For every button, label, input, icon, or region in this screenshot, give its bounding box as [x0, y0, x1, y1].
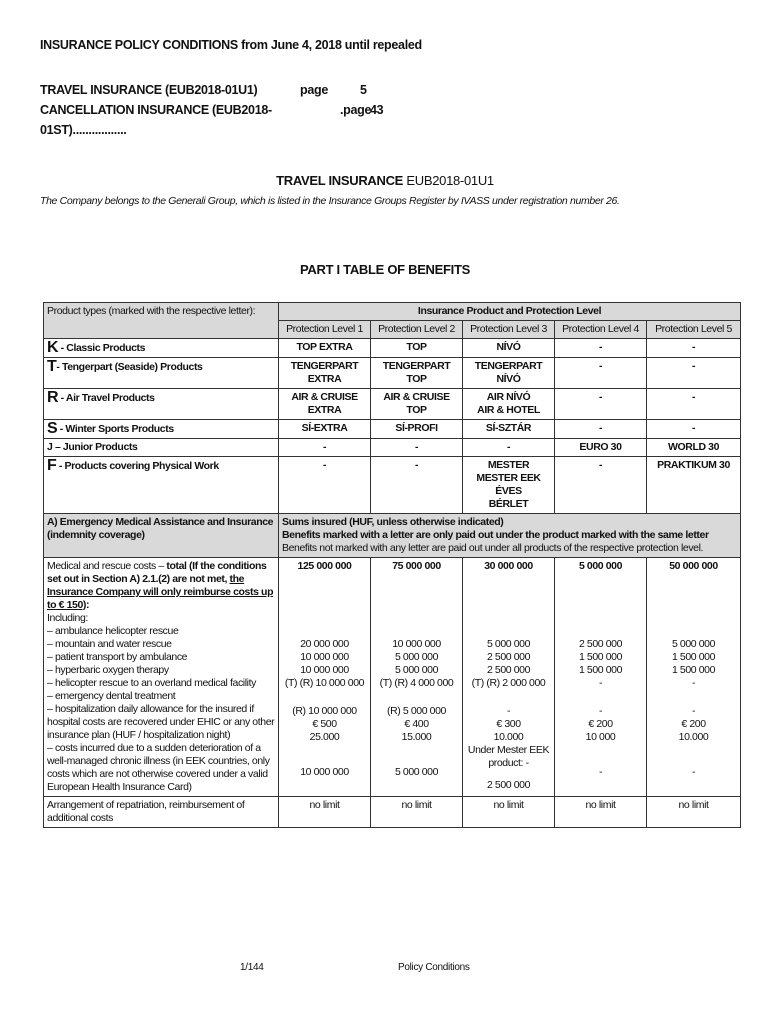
medical-value: 5 000 000 — [394, 664, 439, 676]
medical-value: 15.000 — [401, 731, 432, 743]
product-row — [44, 339, 741, 358]
medical-value: 1 500 000 — [578, 651, 623, 663]
product-type-cell — [44, 389, 279, 420]
medical-value: 75 000 000 — [392, 560, 441, 572]
product-level-cell: - — [279, 457, 371, 514]
medical-item: – costs incurred due to a sudden deterioration of a well-managed chronic illness (in EEK countries, only costs which are not otherwise covered under a valid European Health Insurance Card) — [47, 742, 270, 793]
table-of-contents — [40, 80, 410, 140]
medical-value: (T) (R) 2 000 000 — [471, 677, 546, 689]
medical-value: 1 500 000 — [671, 664, 716, 676]
medical-value: 10 000 000 — [300, 766, 349, 778]
product-level-cell: - — [555, 358, 647, 389]
medical-item: Including: — [47, 612, 88, 624]
medical-value: 1 500 000 — [671, 651, 716, 663]
medical-value: - — [598, 677, 603, 689]
section-title-code: EUB2018-01U1 — [403, 173, 494, 188]
part-title: PART I TABLE OF BENEFITS — [300, 262, 470, 277]
medical-costs-level-2 — [371, 558, 463, 797]
medical-value: (R) 10 000 000 — [292, 705, 357, 717]
product-letter: K — [47, 339, 59, 356]
medical-costs-row — [44, 558, 741, 797]
medical-costs-level-3 — [463, 558, 555, 797]
product-level-cell: - — [371, 439, 463, 457]
product-name: - Winter Sports Products — [57, 423, 174, 435]
product-level-cell: NÍVÓ — [463, 339, 555, 358]
toc-entry-travel[interactable] — [40, 80, 410, 100]
section-title — [0, 173, 770, 188]
medical-value: € 300 — [496, 718, 521, 730]
medical-item: – ambulance helicopter rescue — [47, 625, 179, 637]
product-level-cell: AIR & CRUISE TOP — [371, 389, 463, 420]
level-header: Protection Level 1 — [279, 321, 371, 339]
medical-value: 10.000 — [493, 731, 524, 743]
medical-value: 10 000 — [585, 731, 616, 743]
medical-value: 5 000 000 — [671, 638, 716, 650]
product-level-cell: SÍ-EXTRA — [279, 420, 371, 439]
product-level-cell: - — [647, 358, 741, 389]
product-level-cell: AIR NÍVÓ AIR & HOTEL — [463, 389, 555, 420]
product-type-cell — [44, 420, 279, 439]
medical-value: - — [691, 705, 696, 717]
medical-value: 25.000 — [309, 731, 340, 743]
section-title-bold: TRAVEL INSURANCE — [276, 173, 404, 188]
repatriation-value: no limit — [371, 797, 463, 828]
section-subtitle: The Company belongs to the Generali Group, which is listed in the Insurance Groups Register by IVASS under registration number 26. — [40, 195, 620, 207]
medical-value: - — [691, 677, 696, 689]
section-a-note: Sums insured (HUF, unless otherwise indicated) Benefits marked with a letter are only paid out under the product marked with the same letter Benefits not marked with any letter are paid out under all products of the respective protection level. — [279, 514, 741, 558]
toc-entry-cancellation[interactable] — [40, 100, 410, 140]
medical-value: - — [598, 705, 603, 717]
medical-value: 2 500 000 — [578, 638, 623, 650]
repatriation-value: no limit — [463, 797, 555, 828]
product-level-cell: - — [555, 339, 647, 358]
product-letter: T — [47, 358, 57, 375]
product-level-cell: TENGERPART NÍVÓ — [463, 358, 555, 389]
product-types-header: Product types (marked with the respective letter): — [44, 303, 279, 339]
footer-page-number: 1/144 — [240, 962, 264, 973]
medical-value: 10.000 — [678, 731, 709, 743]
medical-value: 2 500 000 — [486, 651, 531, 663]
medical-item: – emergency dental treatment — [47, 690, 176, 702]
product-letter: S — [47, 420, 58, 437]
product-type-cell — [44, 457, 279, 514]
medical-value: Under Mester EEK product: - — [467, 744, 550, 769]
medical-value: (R) 5 000 000 — [386, 705, 446, 717]
product-type-cell — [44, 358, 279, 389]
medical-value: 125 000 000 — [297, 560, 352, 572]
product-type-cell — [44, 439, 279, 457]
product-level-cell: TENGERPART TOP — [371, 358, 463, 389]
product-row — [44, 389, 741, 420]
product-type-cell — [44, 339, 279, 358]
medical-item: – patient transport by ambulance — [47, 651, 188, 663]
level-header: Protection Level 5 — [647, 321, 741, 339]
product-row — [44, 457, 741, 514]
repatriation-value: no limit — [647, 797, 741, 828]
medical-value: 2 500 000 — [486, 779, 531, 791]
product-name: - Products covering Physical Work — [56, 460, 219, 472]
repatriation-value: no limit — [279, 797, 371, 828]
product-level-cell: EURO 30 — [555, 439, 647, 457]
product-level-cell: - — [555, 457, 647, 514]
product-level-cell: PRAKTIKUM 30 — [647, 457, 741, 514]
medical-item: – mountain and water rescue — [47, 638, 172, 650]
toc-page-word: .page — [340, 103, 372, 117]
medical-value: - — [691, 766, 696, 778]
medical-value: 10 000 000 — [300, 664, 349, 676]
product-row — [44, 420, 741, 439]
product-row — [44, 358, 741, 389]
medical-value: - — [506, 705, 511, 717]
medical-value: 5 000 000 — [578, 560, 623, 572]
medical-value: (T) (R) 10 000 000 — [284, 677, 365, 689]
medical-costs-level-1 — [279, 558, 371, 797]
medical-value: (T) (R) 4 000 000 — [379, 677, 454, 689]
product-level-cell: - — [279, 439, 371, 457]
level-header: Protection Level 2 — [371, 321, 463, 339]
product-level-cell: AIR & CRUISE EXTRA — [279, 389, 371, 420]
product-level-cell: - — [647, 339, 741, 358]
medical-costs-label — [44, 558, 279, 797]
medical-value: 2 500 000 — [486, 664, 531, 676]
medical-costs-level-4 — [555, 558, 647, 797]
product-letter: F — [47, 457, 57, 474]
product-level-cell: - — [371, 457, 463, 514]
medical-value: 10 000 000 — [300, 651, 349, 663]
product-level-cell: WORLD 30 — [647, 439, 741, 457]
medical-costs-level-5 — [647, 558, 741, 797]
product-name: - Tengerpart (Seaside) Products — [56, 361, 203, 373]
medical-value: 30 000 000 — [484, 560, 533, 572]
medical-costs-items — [47, 612, 275, 794]
repatriation-row — [44, 797, 741, 828]
level-header: Protection Level 4 — [555, 321, 647, 339]
product-level-cell: - — [555, 389, 647, 420]
medical-value: € 500 — [312, 718, 337, 730]
medical-item: – helicopter rescue to an overland medical facility — [47, 677, 256, 689]
medical-value: 50 000 000 — [669, 560, 718, 572]
toc-label: CANCELLATION INSURANCE (EUB2018-01ST)................. — [40, 103, 272, 137]
section-a-label: A) Emergency Medical Assistance and Insurance (indemnity coverage) — [44, 514, 279, 558]
medical-costs-title: Medical and rescue costs – total (If the conditions set out in Section A) 2.1.(2) are not met, the Insurance Company will only reimburse costs up to € 150): — [47, 560, 274, 611]
medical-value: € 200 — [588, 718, 613, 730]
product-name: J – Junior Products — [47, 441, 138, 453]
medical-value: 1 500 000 — [578, 664, 623, 676]
product-level-cell: TENGERPART EXTRA — [279, 358, 371, 389]
product-level-cell: SÍ-SZTÁR — [463, 420, 555, 439]
medical-value: 20 000 000 — [300, 638, 349, 650]
toc-page-number: 43 — [370, 103, 384, 117]
product-name: - Classic Products — [58, 342, 146, 354]
product-row — [44, 439, 741, 457]
medical-value: 5 000 000 — [394, 766, 439, 778]
product-level-cell: TOP EXTRA — [279, 339, 371, 358]
product-level-cell: - — [647, 389, 741, 420]
repatriation-label: Arrangement of repatriation, reimbursement of additional costs — [44, 797, 279, 828]
product-letter: R — [47, 389, 59, 406]
footer-doc-name: Policy Conditions — [398, 962, 470, 973]
product-level-cell: - — [647, 420, 741, 439]
group-header: Insurance Product and Protection Level — [279, 303, 741, 321]
product-level-cell: - — [463, 439, 555, 457]
medical-value: 10 000 000 — [392, 638, 441, 650]
product-name: - Air Travel Products — [58, 392, 155, 404]
product-level-cell: SÍ-PROFI — [371, 420, 463, 439]
medical-value: € 400 — [404, 718, 429, 730]
medical-value: € 200 — [681, 718, 706, 730]
medical-value: 5 000 000 — [394, 651, 439, 663]
document-title: INSURANCE POLICY CONDITIONS from June 4, 2018 until repealed — [40, 38, 422, 52]
medical-value: - — [598, 766, 603, 778]
product-level-cell: - — [555, 420, 647, 439]
toc-page-number: 5 — [360, 83, 367, 97]
level-header: Protection Level 3 — [463, 321, 555, 339]
product-level-cell: TOP — [371, 339, 463, 358]
medical-value: 5 000 000 — [486, 638, 531, 650]
benefits-table — [43, 302, 741, 828]
product-level-cell: MESTER MESTER EEK ÉVES BÉRLET — [463, 457, 555, 514]
repatriation-value: no limit — [555, 797, 647, 828]
medical-item: – hospitalization daily allowance for the insured if hospital costs are recovered under EHIC or any other insurance plan (HUF / hospitalization night) — [47, 703, 275, 741]
toc-label: TRAVEL INSURANCE (EUB2018-01U1) — [40, 83, 258, 97]
medical-item: – hyperbaric oxygen therapy — [47, 664, 169, 676]
toc-page-word: page — [300, 83, 328, 97]
